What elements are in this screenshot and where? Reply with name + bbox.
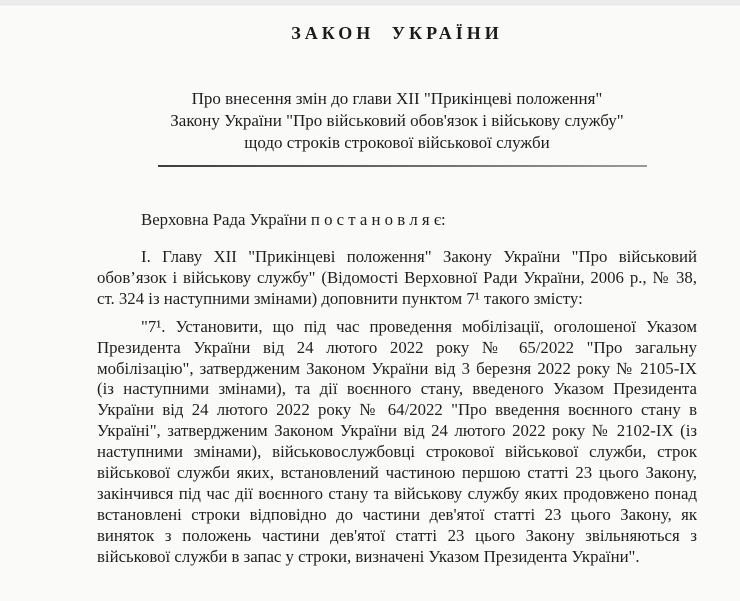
subtitle-line: Закону України "Про військовий обов'язок і військову службу" <box>170 111 624 130</box>
document-content <box>97 0 697 568</box>
paragraph-new-point-71: "7¹. Установити, що під час проведення мобілізації, оголошеної Указом Президента України від 24 лютого 2022 року № 65/2022 "Про загальну мобілізацію", затвердженим Законом України від 3 березня 2022 року № 2105-IX (із наступними змінами), та дії воєнного стану, введеного Указом Президента України від 24 лютого 2022 року № 64/2022 "Про введення воєнного стану в Україні", затвердженим Законом України від 24 лютого 2022 року № 2102-IX (із наступними змінами), військовослужбовці строкової військової служби, строк військової служби яких, встановлений частиною першою статті 23 цього Закону, закінчився під час дії воєнного стану та військову службу яких продовжено понад встановлені строки відповідно до частини дев'ятої статті 23 цього Закону, як виняток з положень частини дев'ятої статті 23 цього Закону звільняються з військової служби в запас у строки, визначені Указом Президента України". <box>97 316 697 566</box>
law-subtitle <box>97 88 697 154</box>
enacting-clause: Верховна Рада України п о с т а н о в л я є: <box>141 210 446 229</box>
subtitle-line: Про внесення змін до глави XII "Прикінцеві положення" <box>191 89 603 108</box>
divider-rule <box>158 165 647 167</box>
paragraph-amendment-intro: І. Главу XII "Прикінцеві положення" Закону України "Про військовий обов’язок і військову службу" (Відомості Верховної Ради України, 2006 р., № 38, ст. 324 із наступними змінами) доповнити пунктом 7¹ такого змісту: <box>97 247 697 308</box>
subtitle-line: щодо строків строкової військової служби <box>244 133 550 152</box>
law-title: ЗАКОН УКРАЇНИ <box>291 23 503 43</box>
